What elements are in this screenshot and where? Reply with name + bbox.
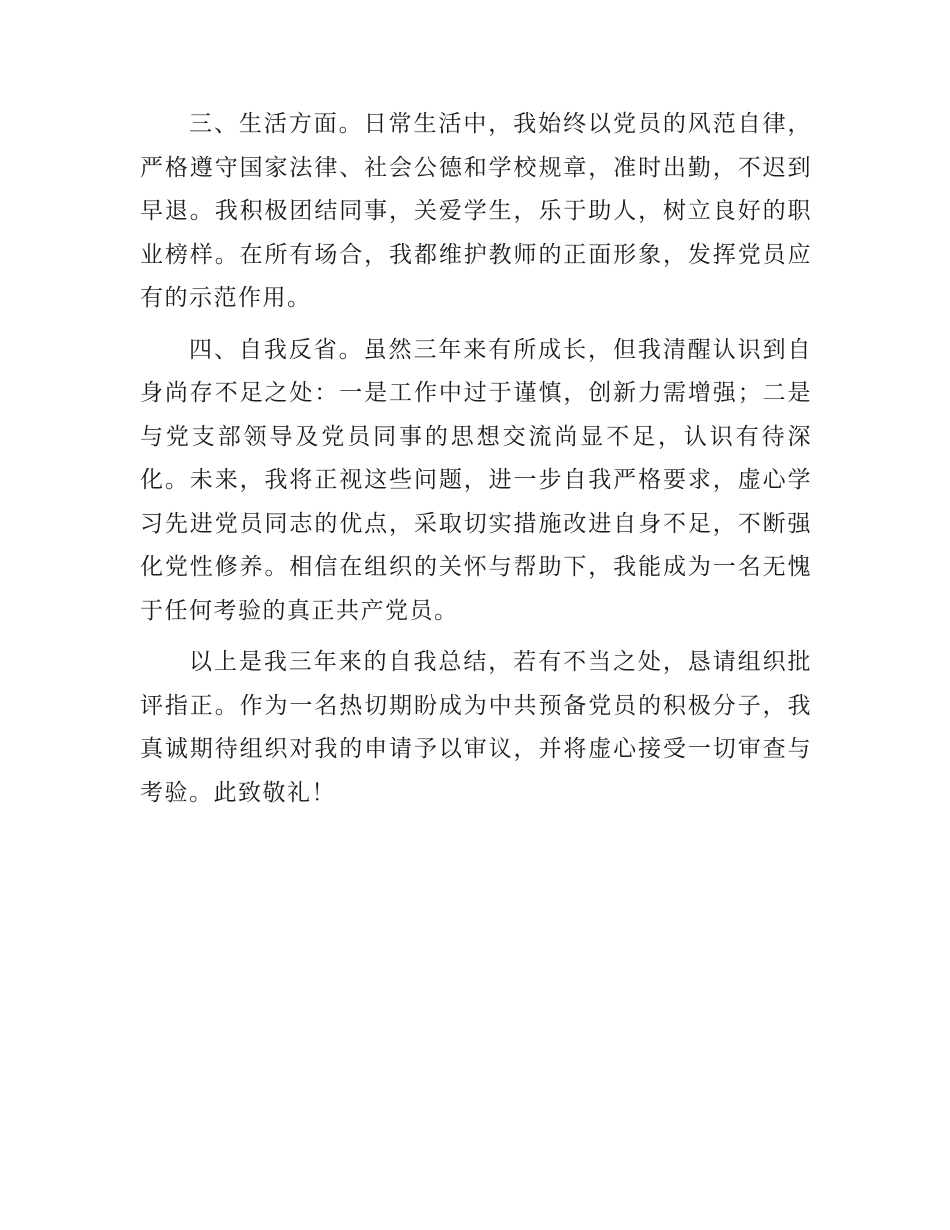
paragraph-life: 三、生活方面。日常生活中，我始终以党员的风范自律，严格遵守国家法律、社会公德和学校规章，准时出勤，不迟到早退。我积极团结同事，关爱学生，乐于助人，树立良好的职业榜样。在所有场合，我都维护教师的正面形象，发挥党员应有的示范作用。 (140, 111, 812, 311)
document-body (140, 103, 812, 823)
paragraph-self-reflection: 四、自我反省。虽然三年来有所成长，但我清醒认识到自身尚存不足之处：一是工作中过于谨慎，创新力需增强；二是与党支部领导及党员同事的思想交流尚显不足，认识有待深化。未来，我将正视这些问题，进一步自我严格要求，虚心学习先进党员同志的优点，采取切实措施改进自身不足，不断强化党性修养。相信在组织的关怀与帮助下，我能成为一名无愧于任何考验的真正共产党员。 (140, 336, 812, 624)
paragraph-closing: 以上是我三年来的自我总结，若有不当之处，恳请组织批评指正。作为一名热切期盼成为中共预备党员的积极分子，我真诚期待组织对我的申请予以审议，并将虚心接受一切审查与考验。此致敬礼！ (140, 649, 812, 806)
